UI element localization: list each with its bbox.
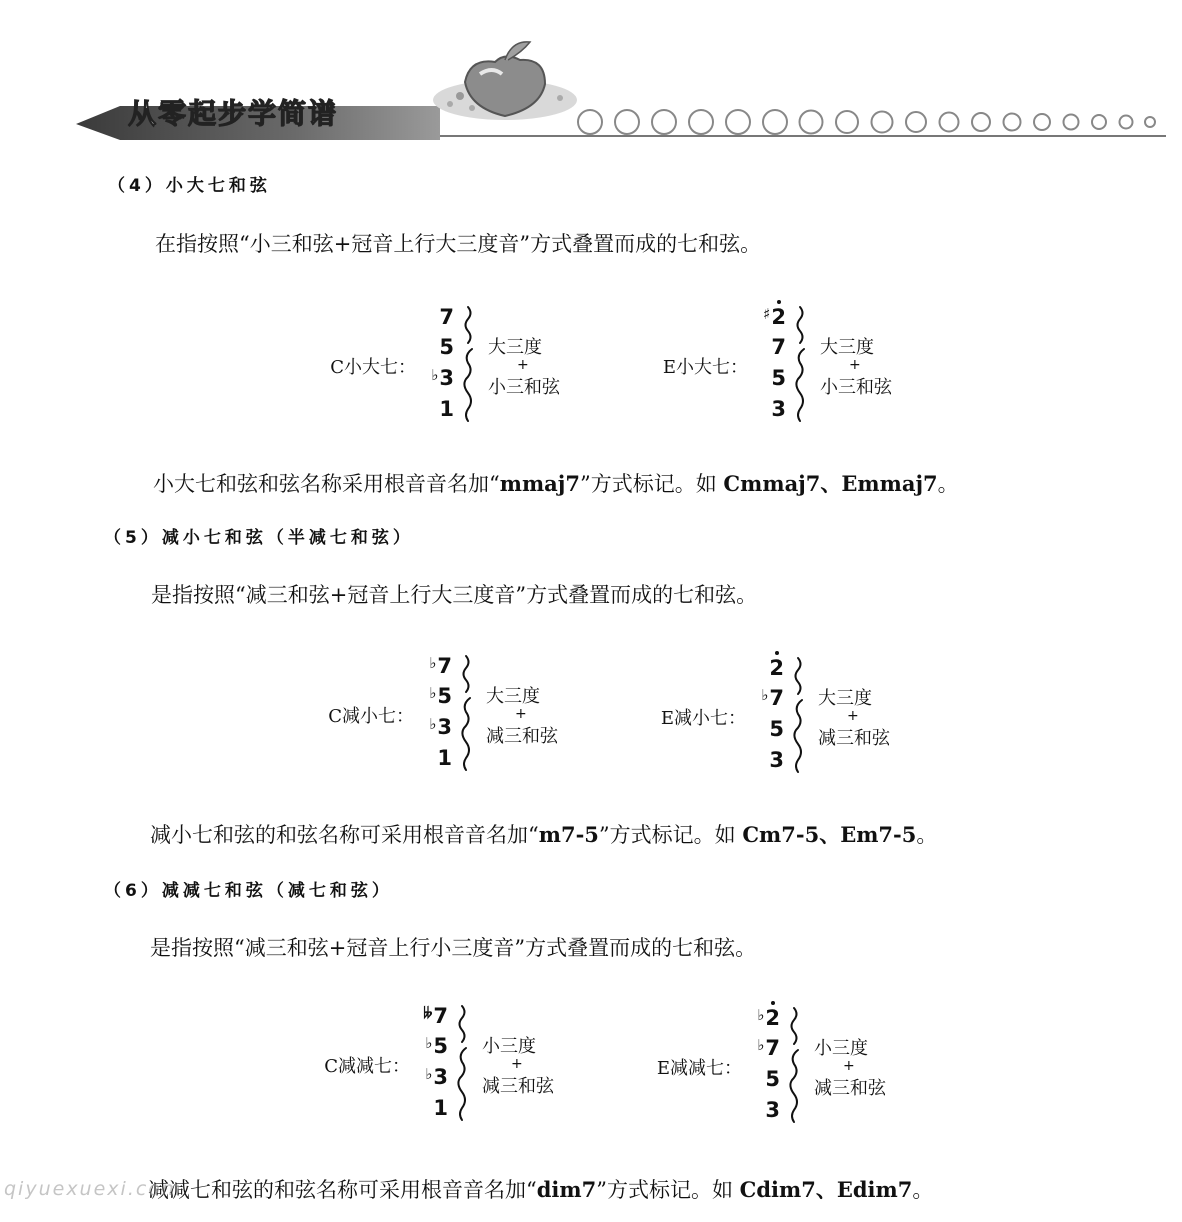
- note-number: 1: [437, 746, 452, 770]
- accidental: ♯: [763, 305, 771, 323]
- upper-brace-stroke: [796, 658, 801, 694]
- plus-sign: +: [849, 357, 861, 373]
- chord-note: [412, 1004, 448, 1028]
- upper-brace-stroke: [792, 1008, 797, 1044]
- lower-brace-stroke: [464, 349, 472, 421]
- wavy-brace-icon: [458, 652, 478, 772]
- accidental: ♭: [425, 1034, 433, 1052]
- lower-triad-label: 小三和弦: [820, 377, 892, 398]
- chord-diagram: [320, 652, 620, 772]
- note-number: 7: [771, 335, 786, 359]
- chord-note: [744, 1098, 780, 1122]
- decorative-circles: [578, 110, 1155, 134]
- note-number: 5: [765, 1067, 780, 1091]
- chord-symbol: dim7: [536, 1177, 597, 1202]
- chord-note: [748, 686, 784, 710]
- plus-sign: +: [511, 1056, 523, 1072]
- chord-note: [416, 684, 452, 708]
- note-number: 1: [439, 397, 454, 421]
- definition-minor-major-seventh: 在指按照“小三和弦+冠音上行大三度音”方式叠置而成的七和弦。: [155, 232, 762, 256]
- upper-brace-stroke: [466, 307, 471, 343]
- chord-note: [748, 748, 784, 772]
- naming-note-half-diminished-seventh: 减小七和弦的和弦名称可采用根音音名加“m7-5”方式标记。如 Cm7-5、Em7-5。: [150, 822, 938, 847]
- lower-triad-label: 减三和弦: [818, 728, 890, 749]
- note-number: 5: [769, 717, 784, 741]
- note-number: 7: [769, 686, 784, 710]
- lower-triad-label: 小三和弦: [488, 377, 560, 398]
- accidental: ♭: [425, 1065, 433, 1083]
- section-heading-half-diminished-seventh: （5）减小七和弦（半减七和弦）: [104, 528, 414, 548]
- note-number: 3: [437, 715, 452, 739]
- chord-label: C减小七：: [328, 706, 414, 727]
- high-octave-note-number: 2: [769, 656, 784, 680]
- watermark: qiyuexuexi.com: [4, 1178, 183, 1200]
- note-number: 3: [439, 366, 454, 390]
- note-number: 5: [437, 684, 452, 708]
- high-octave-note-number: 2: [771, 305, 786, 329]
- chord-note: [744, 1036, 780, 1060]
- upper-interval-label: 大三度: [486, 686, 540, 707]
- lower-brace-stroke: [794, 700, 802, 772]
- chord-note: [750, 335, 786, 359]
- upper-interval-label: 大三度: [488, 337, 542, 358]
- chord-examples: Cmmaj7、Emmaj7: [723, 471, 938, 496]
- note-number: 3: [771, 397, 786, 421]
- section-heading-minor-major-seventh: （4）小大七和弦: [108, 176, 271, 196]
- chord-examples: Cm7-5、Em7-5: [742, 822, 917, 847]
- upper-brace-stroke: [798, 307, 803, 343]
- chord-diagram: [648, 1004, 948, 1124]
- chord-note: [748, 656, 784, 680]
- accidental: ♭: [429, 684, 437, 702]
- chord-note: [418, 335, 454, 359]
- chord-label: E小大七：: [662, 357, 748, 378]
- chord-note: [750, 305, 786, 329]
- upper-interval-label: 大三度: [820, 337, 874, 358]
- chord-note: [748, 717, 784, 741]
- lower-triad-label: 减三和弦: [486, 726, 558, 747]
- accidental: ♭: [429, 715, 437, 733]
- definition-diminished-seventh: 是指按照“减三和弦+冠音上行小三度音”方式叠置而成的七和弦。: [150, 936, 757, 960]
- chord-note: [744, 1006, 780, 1030]
- chord-note: [412, 1065, 448, 1089]
- lower-brace-stroke: [462, 698, 470, 770]
- naming-note-minor-major-seventh: 小大七和弦和弦名称采用根音音名加“mmaj7”方式标记。如 Cmmaj7、Emmaj7。: [153, 471, 959, 496]
- chord-note: [412, 1034, 448, 1058]
- chord-examples: Cdim7、Edim7: [739, 1177, 913, 1202]
- plus-sign: +: [517, 357, 529, 373]
- lower-brace-stroke: [458, 1048, 466, 1120]
- note-number: 1: [433, 1096, 448, 1120]
- note-number: 7: [439, 305, 454, 329]
- chord-diagram: [654, 303, 954, 423]
- chord-label: E减小七：: [660, 708, 746, 729]
- high-octave-note-number: 2: [765, 1006, 780, 1030]
- naming-note-diminished-seventh: 减减七和弦的和弦名称可采用根音音名加“dim7”方式标记。如 Cdim7、Edim7。: [148, 1177, 934, 1202]
- banner-title: 从零起步学简谱: [128, 97, 339, 130]
- chord-diagram: [316, 1002, 616, 1122]
- lower-triad-label: 减三和弦: [482, 1076, 554, 1097]
- lower-brace-stroke: [790, 1050, 798, 1122]
- chord-symbol: m7-5: [538, 822, 599, 847]
- plus-sign: +: [515, 706, 527, 722]
- note-number: 3: [433, 1065, 448, 1089]
- chord-diagram: [652, 654, 952, 774]
- plus-sign: +: [847, 708, 859, 724]
- note-number: 7: [433, 1004, 448, 1028]
- accidental: ♭: [429, 654, 437, 672]
- chord-note: [412, 1096, 448, 1120]
- note-number: 5: [771, 366, 786, 390]
- upper-brace-stroke: [460, 1006, 465, 1042]
- note-number: 5: [439, 335, 454, 359]
- upper-brace-stroke: [464, 656, 469, 692]
- wavy-brace-icon: [792, 303, 812, 423]
- upper-interval-label: 大三度: [818, 688, 872, 709]
- chord-note: [416, 715, 452, 739]
- note-number: 3: [769, 748, 784, 772]
- accidental: ♭: [757, 1036, 765, 1054]
- plus-sign: +: [843, 1058, 855, 1074]
- lower-triad-label: 减三和弦: [814, 1078, 886, 1099]
- upper-interval-label: 小三度: [814, 1038, 868, 1059]
- chord-note: [416, 654, 452, 678]
- chord-label: C减减七：: [324, 1056, 410, 1077]
- chord-note: [750, 397, 786, 421]
- note-number: 5: [433, 1034, 448, 1058]
- accidental: ♭: [757, 1006, 765, 1024]
- chord-label: C小大七：: [330, 357, 416, 378]
- accidental: ♭: [431, 366, 439, 384]
- note-number: 3: [765, 1098, 780, 1122]
- accidental: ♭: [761, 686, 769, 704]
- chord-diagram: [322, 303, 622, 423]
- chord-note: [418, 366, 454, 390]
- definition-half-diminished-seventh: 是指按照“减三和弦+冠音上行大三度音”方式叠置而成的七和弦。: [151, 583, 758, 607]
- wavy-brace-icon: [790, 654, 810, 774]
- chord-note: [744, 1067, 780, 1091]
- section-heading-diminished-seventh: （6）减减七和弦（减七和弦）: [104, 881, 393, 901]
- upper-interval-label: 小三度: [482, 1036, 536, 1057]
- apple-icon: [433, 42, 577, 120]
- wavy-brace-icon: [786, 1004, 806, 1124]
- chord-note: [418, 305, 454, 329]
- lower-brace-stroke: [796, 349, 804, 421]
- chord-symbol: mmaj7: [499, 471, 580, 496]
- note-number: 7: [765, 1036, 780, 1060]
- chord-label: E减减七：: [656, 1058, 742, 1079]
- accidental: 𝄫: [423, 1004, 433, 1022]
- wavy-brace-icon: [460, 303, 480, 423]
- note-number: 7: [437, 654, 452, 678]
- chord-note: [416, 746, 452, 770]
- wavy-brace-icon: [454, 1002, 474, 1122]
- chord-note: [418, 397, 454, 421]
- chord-note: [750, 366, 786, 390]
